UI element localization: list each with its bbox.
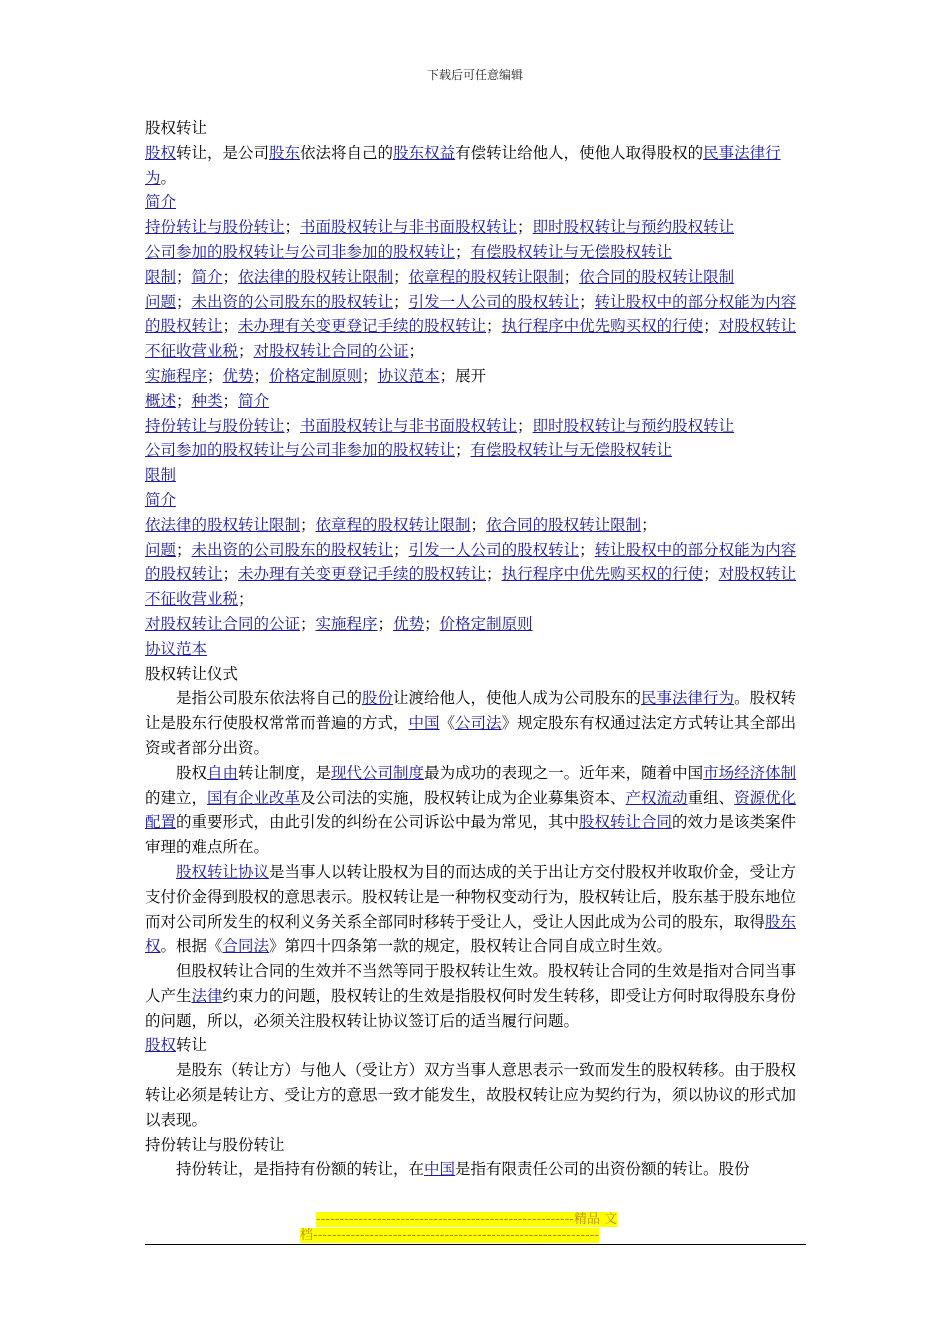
page-header: 下载后可任意编辑 [426,68,523,82]
hyperlink[interactable]: 现代公司制度 [331,763,425,782]
separator: ； [517,218,533,237]
paragraph [145,1157,808,1182]
separator: ； [362,366,378,385]
hyperlink[interactable]: 简介 [145,490,177,509]
text-run: ； [641,515,657,534]
separator: ； [470,515,487,534]
separator: ； [238,590,254,609]
hyperlink[interactable]: 市场经济体制 [703,763,797,782]
text-run: 转让制度，是 [238,763,332,782]
hyperlink[interactable]: 股份 [362,689,394,708]
hyperlink[interactable]: 转让股权中的部分权能为内容的股权转让 [145,540,797,584]
separator: ； [393,292,409,311]
footer-divider [145,1244,806,1245]
hyperlink[interactable]: 依合同的股权转让限制 [579,267,735,286]
paragraph [145,959,808,1033]
paragraph [145,761,808,860]
paragraph [145,116,808,141]
hyperlink[interactable]: 对股权转让不征收营业税 [145,565,797,609]
separator: ； [222,391,239,410]
separator: ； [176,267,192,286]
hyperlink[interactable]: 对股权转让合同的公证 [145,614,301,633]
hyperlink[interactable]: 协议范本 [145,639,208,658]
footer-watermark [300,1212,650,1244]
hyperlink[interactable]: 有偿股权转让与无偿股权转让 [470,242,673,261]
text-run: 是指公司股东依法将自己的 [176,689,363,708]
hyperlink[interactable]: 未出资的公司股东的股权转让 [191,540,394,559]
paragraph [145,488,808,513]
separator: ； [377,614,394,633]
text-run: 及公司法的实施，股权转让成为企业募集资本、 [300,788,626,807]
paragraph [145,215,808,240]
hyperlink[interactable]: 转让股权中的部分权能为内容的股权转让 [145,292,797,336]
separator: ； [579,292,595,311]
hyperlink[interactable]: 股东权 [145,912,797,956]
text-run: 》第四十四条第一款的规定，股权转让合同自成立时生效。 [269,937,673,956]
text-run: 股权转让 [145,119,208,137]
hyperlink[interactable]: 合同法 [222,937,270,956]
hyperlink[interactable]: 即时股权转让与预约股权转让 [532,416,735,435]
hyperlink[interactable]: 简介 [145,193,177,212]
hyperlink[interactable]: 执行程序中优先购买权的行使 [501,565,704,584]
paragraph [145,538,808,612]
separator: ； [703,565,719,584]
hyperlink[interactable]: 未出资的公司股东的股权转让 [191,292,394,311]
hyperlink[interactable]: 法律 [191,986,223,1005]
hyperlink[interactable]: 资源优化配置 [145,788,797,832]
text-run: 的重要形式，由此引发的纠纷在公司诉讼中最为常见，其中 [176,813,580,832]
separator: ； [563,267,580,286]
separator: ； [284,218,301,237]
paragraph [145,513,808,538]
hyperlink[interactable]: 依合同的股权转让限制 [486,515,642,534]
hyperlink[interactable]: 概述 [145,391,177,410]
paragraph [145,612,808,637]
separator: ； [176,391,192,410]
paragraph [145,1133,808,1158]
hyperlink[interactable]: 股东 [269,143,301,162]
text-run: 《 [439,714,456,733]
footer-line-2: 档------------------------------------------------------------- [300,1228,600,1243]
separator: ； [486,317,502,336]
hyperlink[interactable]: 引发一人公司的股权转让 [408,540,580,559]
text-run: ；展开 [439,366,487,385]
hyperlink[interactable]: 公司参加的股权转让与公司非参加的股权转让 [145,441,456,460]
separator: ； [207,366,223,385]
paragraph [145,662,808,687]
paragraph [145,637,808,662]
hyperlink[interactable]: 股权 [145,1036,177,1055]
paragraph [145,141,808,191]
text-run: 是指有限责任公司的出资份额的转让。股份 [455,1160,750,1179]
hyperlink[interactable]: 实施程序 [315,614,378,633]
hyperlink[interactable]: 公司法 [455,714,502,733]
paragraph [145,463,808,488]
separator: ； [222,565,239,584]
text-run: 。 [160,168,177,187]
separator: ； [176,292,192,311]
text-run: 是股东（转让方）与他人（受让方）双方当事人意思表示一致而发生的股权转移。由于股权转让必须是转让方、受让方的意思一致才能发生，故股权转让应为契约行为，须以协议的形式加以表现。 [145,1061,797,1129]
hyperlink[interactable]: 股东权益 [393,143,456,162]
separator: ； [579,540,595,559]
text-run: 重组、 [687,788,735,807]
paragraph [145,389,808,414]
hyperlink[interactable]: 股权转让协议 [176,862,270,881]
paragraph [145,686,808,760]
separator: ； [393,540,409,559]
hyperlink[interactable]: 书面股权转让与非书面股权转让 [300,416,518,435]
separator: ； [703,317,719,336]
hyperlink[interactable]: 引发一人公司的股权转让 [408,292,580,311]
paragraph [145,1058,808,1132]
text-run: 》规定股东有权通过法定方式转让其全部出资或者部分出资。 [145,714,797,757]
hyperlink[interactable]: 执行程序中优先购买权的行使 [501,317,704,336]
text-run: 依法将自己的 [300,143,394,162]
hyperlink[interactable]: 股权转让合同 [579,813,673,832]
hyperlink[interactable]: 民事法律行为 [641,689,735,708]
text-run: 持份转让，是指持有份额的转让，在 [176,1160,425,1179]
separator: ； [238,342,254,361]
hyperlink[interactable]: 依章程的股权转让限制 [408,267,564,286]
separator: ； [222,317,239,336]
separator: ； [300,515,316,534]
hyperlink[interactable]: 公司参加的股权转让与公司非参加的股权转让 [145,242,456,261]
paragraph [145,438,808,463]
text-run: 让渡给他人，使他人成为公司股东的 [393,689,642,708]
hyperlink[interactable]: 持份转让与股份转让 [145,416,285,435]
separator: ； [284,416,301,435]
hyperlink[interactable]: 限制 [145,267,177,286]
text-run: 转让 [176,1036,208,1055]
hyperlink[interactable]: 价格定制原则 [269,366,363,385]
hyperlink[interactable]: 有偿股权转让与无偿股权转让 [470,441,673,460]
document-body [145,116,808,1182]
text-run: ； [300,614,316,633]
separator: ； [253,366,270,385]
hyperlink[interactable]: 优势 [222,366,254,385]
hyperlink[interactable]: 限制 [145,466,177,485]
hyperlink[interactable]: 产权流动 [625,788,688,807]
text-run: 。股权转让是股东行使股权常常而普遍的方式， [145,689,797,733]
hyperlink[interactable]: 未办理有关变更登记手续的股权转让 [238,565,487,584]
text-run: 转让，是公司 [176,143,270,162]
separator: ； [455,242,471,261]
hyperlink[interactable]: 中国 [408,714,440,733]
paragraph [145,190,808,215]
hyperlink[interactable]: 协议范本 [377,366,440,385]
hyperlink[interactable]: 民事法律行为 [145,143,781,187]
hyperlink[interactable]: 实施程序 [145,366,208,385]
paragraph [145,290,808,364]
hyperlink[interactable]: 简介 [238,391,270,410]
text-run: 的效力是该类案件审理的难点所在。 [145,813,797,857]
hyperlink[interactable]: 自由 [207,763,239,782]
separator: ； [486,565,502,584]
hyperlink[interactable]: 问题 [145,292,177,311]
hyperlink[interactable]: 依法律的股权转让限制 [238,267,394,286]
text-run: 持份转让与股份转让 [145,1135,285,1154]
separator: ； [222,267,239,286]
hyperlink[interactable]: 优势 [393,614,425,633]
hyperlink[interactable]: 价格定制原则 [439,614,533,633]
hyperlink[interactable]: 即时股权转让与预约股权转让 [532,218,735,237]
hyperlink[interactable]: 书面股权转让与非书面股权转让 [300,218,518,237]
hyperlink[interactable]: 持份转让与股份转让 [145,218,285,237]
hyperlink[interactable]: 种类 [191,391,223,410]
separator: ； [517,416,533,435]
text-run: 约束力的问题，股权转让的生效是指股权何时发生转移，即受让方何时取得股东身份的问题，所以，必须关注股权转让协议签订后的适当履行问题。 [145,986,797,1030]
paragraph [145,860,808,959]
paragraph [145,364,808,389]
text-run: 有偿转让给他人，使他人取得股权的 [455,143,704,162]
paragraph [145,1033,808,1058]
text-run: 但股权转让合同的生效并不当然等同于股权转让生效。股权转让合同的生效是指对合同当事人产生 [145,962,797,1005]
hyperlink[interactable]: 中国 [424,1160,456,1179]
text-run: ； [408,342,425,361]
hyperlink[interactable]: 依法律的股权转让限制 [145,515,301,534]
hyperlink[interactable]: 股权 [145,143,177,162]
paragraph [145,240,808,265]
separator: ； [424,614,440,633]
text-run: 股权 [176,763,208,782]
hyperlink[interactable]: 依章程的股权转让限制 [315,515,471,534]
hyperlink[interactable]: 简介 [191,267,223,286]
hyperlink[interactable]: 问题 [145,540,177,559]
text-run: 最为成功的表现之一。近年来，随着中国 [424,763,704,782]
hyperlink[interactable]: 国有企业改革 [207,788,301,807]
hyperlink[interactable]: 对股权转让不征收营业税 [145,317,797,361]
separator: ； [176,540,192,559]
text-run: 的建立， [145,788,208,807]
separator: ； [393,267,409,286]
text-run: 股权转让仪式 [145,664,239,683]
text-run: 是当事人以转让股权为目的而达成的关于出让方交付股权并收取价金，受让方支付价金得到股权的意思表示。股权转让是一种物权变动行为，股权转让后，股东基于股东地位而对公司所发生的权利义务关系全部同时移转于受让人，受让人因此成为公司的股东，取得 [145,862,797,931]
hyperlink[interactable]: 对股权转让合同的公证 [253,342,409,361]
separator: ； [455,441,471,460]
text-run: 。根据《 [160,937,223,956]
hyperlink[interactable]: 未办理有关变更登记手续的股权转让 [238,317,487,336]
paragraph [145,265,808,290]
footer-line-1: -------------------------------------------------------精品 文 [316,1212,618,1227]
paragraph [145,414,808,439]
